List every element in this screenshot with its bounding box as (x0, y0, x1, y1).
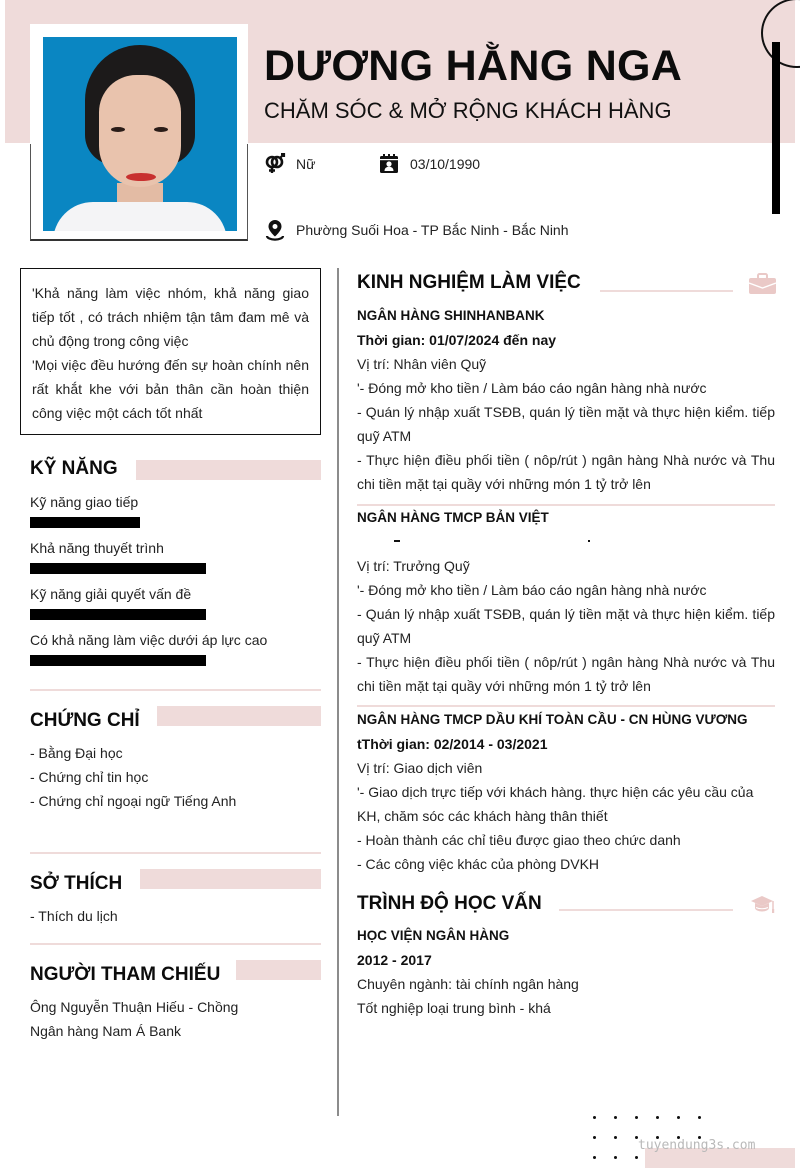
decorative-bar (772, 42, 780, 214)
skill-label: Kỹ năng giao tiếp (30, 494, 139, 510)
experience-title-line (600, 290, 733, 292)
section-separator (30, 852, 321, 854)
avatar-frame (30, 24, 248, 241)
skill-label: Có khả năng làm việc dưới áp lực cao (30, 632, 268, 648)
job-duty: - Các công việc khác của phòng DVKH (357, 856, 600, 872)
job-duty: '- Đóng mở kho tiền / Làm báo cáo ngân hàng nhà nước (357, 582, 707, 598)
skill-level-bar (30, 517, 140, 528)
column-divider (337, 268, 339, 1116)
certificate-item: - Chứng chỉ ngoại ngữ Tiếng Anh (30, 793, 237, 809)
job-duty: - Quán lý nhập xuất TSĐB, quán lý tiền mặt và thực hiện kiểm. tiếp quỹ ATM (357, 606, 775, 646)
birthday-value: 03/10/1990 (410, 156, 481, 172)
section-separator (30, 943, 321, 945)
reference-item: Ông Nguyễn Thuận Hiếu - Chồng (30, 999, 239, 1015)
address-value: Phường Suối Hoa - TP Bắc Ninh - Bắc Ninh (296, 222, 569, 238)
summary-line: 'Khả năng làm việc nhóm, khả năng giao tiếp tốt , có trách nhiệm tận tâm đam mê và chủ động trong công việc (32, 285, 309, 349)
gender-icon (264, 153, 286, 175)
job-entry (357, 506, 775, 698)
education-major: Chuyên ngành: tài chính ngân hàng (357, 976, 579, 992)
job-duty: - Hoàn thành các chỉ tiêu được giao theo chức danh (357, 832, 681, 848)
hobbies-title-bar (140, 869, 321, 889)
avatar (43, 37, 237, 231)
education-title-line (559, 909, 733, 911)
certificate-item: - Bằng Đại học (30, 745, 123, 761)
skill-level-bar (30, 563, 206, 574)
hobbies-title: SỞ THÍCH (30, 873, 123, 894)
job-entry (357, 708, 775, 876)
job-duty: - Quán lý nhập xuất TSĐB, quán lý tiền mặt và thực hiện kiểm. tiếp quỹ ATM (357, 404, 775, 444)
job-separator (357, 705, 775, 707)
references-title: NGƯỜI THAM CHIẾU (30, 964, 221, 985)
map-pin-icon (264, 219, 286, 241)
job-duty: - Thực hiện điều phối tiền ( nôp/rút ) ngân hàng Nhà nước và Thu chi tiền mặt tại quầy với những món 1 tỷ trở lên (357, 452, 775, 492)
education-period: 2012 - 2017 (357, 952, 432, 968)
education-title: TRÌNH ĐỘ HỌC VẤN (357, 893, 542, 914)
education-entry (357, 924, 775, 1020)
gender-info (264, 153, 315, 175)
job-duty: '- Đóng mở kho tiền / Làm báo cáo ngân hàng nhà nước (357, 380, 707, 396)
job-duty: - Thực hiện điều phối tiền ( nôp/rút ) ngân hàng Nhà nước và Thu chi tiền mặt tại quầy với những món 1 tỷ trở lên (357, 654, 775, 694)
calendar-user-icon (378, 153, 400, 175)
experience-title: KINH NGHIỆM LÀM VIỆC (357, 272, 581, 293)
job-entry (357, 304, 775, 496)
skill-level-bar (30, 609, 206, 620)
certificate-item: - Chứng chỉ tin học (30, 769, 149, 785)
gender-value: Nữ (296, 156, 316, 172)
job-position: Vị trí: Giao dịch viên (357, 760, 483, 776)
section-separator (30, 689, 321, 691)
hobby-item: - Thích du lịch (30, 908, 118, 924)
watermark: tuyendung3s.com (638, 1138, 756, 1153)
certificates-title-bar (157, 706, 321, 726)
certificates-title: CHỨNG CHỈ (30, 710, 140, 731)
job-duty: '- Giao dịch trực tiếp với khách hàng. thực hiện các yêu cầu của KH, chăm sóc các khách hàng thân thiết (357, 784, 754, 824)
job-period: Thời gian: 01/07/2024 đến nay (357, 332, 557, 348)
job-position: Vị trí: Trưởng Quỹ (357, 558, 470, 574)
summary-line: 'Mọi việc đều hướng đến sự hoàn chính nên rất khắt khe với bản thân cần hoàn thiện công việc một cách tốt nhất (32, 357, 309, 421)
skill-label: Kỹ năng giải quyết vấn đề (30, 586, 192, 602)
job-title: CHĂM SÓC & MỞ RỘNG KHÁCH HÀNG (264, 98, 672, 123)
skill-level-bar (30, 655, 206, 666)
job-period: tThời gian: 02/2014 - 03/2021 (357, 736, 548, 752)
job-period-empty (357, 530, 775, 554)
job-org: NGÂN HÀNG SHINHANBANK (357, 308, 545, 323)
skills-title-bar (136, 460, 321, 480)
address-info (264, 219, 569, 241)
references-title-bar (236, 960, 321, 980)
summary-box (20, 268, 321, 435)
job-org: NGÂN HÀNG TMCP DẦU KHÍ TOÀN CẦU - CN HÙNG VƯƠNG (357, 712, 748, 727)
education-grade: Tốt nghiệp loại trung bình - khá (357, 1000, 551, 1016)
briefcase-icon (749, 273, 776, 300)
skill-label: Khả năng thuyết trình (30, 540, 164, 556)
reference-item: Ngân hàng Nam Á Bank (30, 1023, 181, 1039)
birthday-info (378, 153, 480, 175)
job-position: Vị trí: Nhân viên Quỹ (357, 356, 487, 372)
candidate-name: DƯƠNG HẰNG NGA (264, 42, 683, 90)
school-name: HỌC VIỆN NGÂN HÀNG (357, 928, 510, 943)
graduation-cap-icon (750, 895, 776, 920)
skills-title: KỸ NĂNG (30, 458, 118, 479)
job-org: NGÂN HÀNG TMCP BẢN VIỆT (357, 510, 549, 525)
